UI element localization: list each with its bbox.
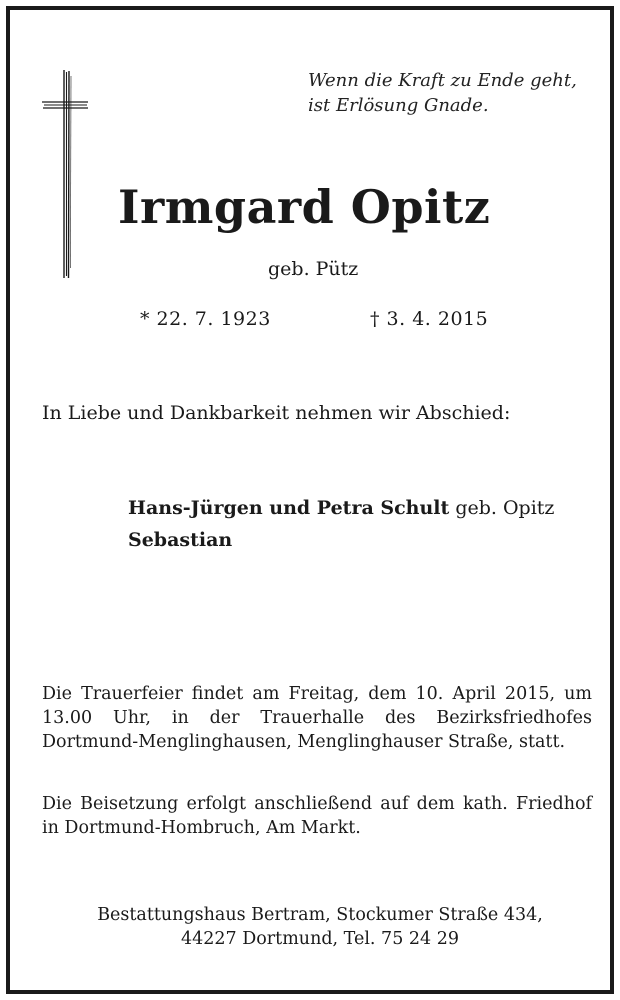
mourner-name-2: Sebastian (128, 529, 233, 551)
mourner-line-1 (128, 492, 554, 524)
birth-date: * 22. 7. 1923 (140, 308, 271, 330)
death-date: † 3. 4. 2015 (370, 308, 489, 330)
motto (308, 68, 598, 118)
deceased-name: Irmgard Opitz (118, 180, 491, 234)
obituary-frame (6, 6, 614, 994)
burial-info: Die Beisetzung erfolgt anschließend auf dem kath. Friedhof in Dortmund-Hombruch, Am Markt. (42, 794, 592, 838)
service-info: Die Trauerfeier findet am Freitag, dem 10. April 2015, um 13.00 Uhr, in der Trauerhalle des Bezirksfriedhofes Dortmund-Menglinghausen, Menglinghauser Straße, statt. (42, 684, 592, 752)
funeral-home-line-2: 44227 Dortmund, Tel. 75 24 29 (181, 929, 459, 949)
motto-line-2: ist Erlösung Gnade. (308, 95, 489, 116)
mourner-names: Hans-Jürgen und Petra Schult (128, 497, 450, 519)
mourner-suffix: geb. Opitz (449, 497, 555, 519)
birth-name: geb. Pütz (268, 258, 359, 280)
mourner-line-2 (128, 524, 554, 556)
cross-icon (40, 68, 90, 280)
farewell-text: In Liebe und Dankbarkeit nehmen wir Abschied: (42, 402, 511, 424)
motto-line-1: Wenn die Kraft zu Ende geht, (308, 70, 577, 91)
funeral-home (10, 903, 620, 951)
mourners (128, 492, 554, 556)
funeral-home-line-1: Bestattungshaus Bertram, Stockumer Straße 434, (97, 905, 543, 925)
